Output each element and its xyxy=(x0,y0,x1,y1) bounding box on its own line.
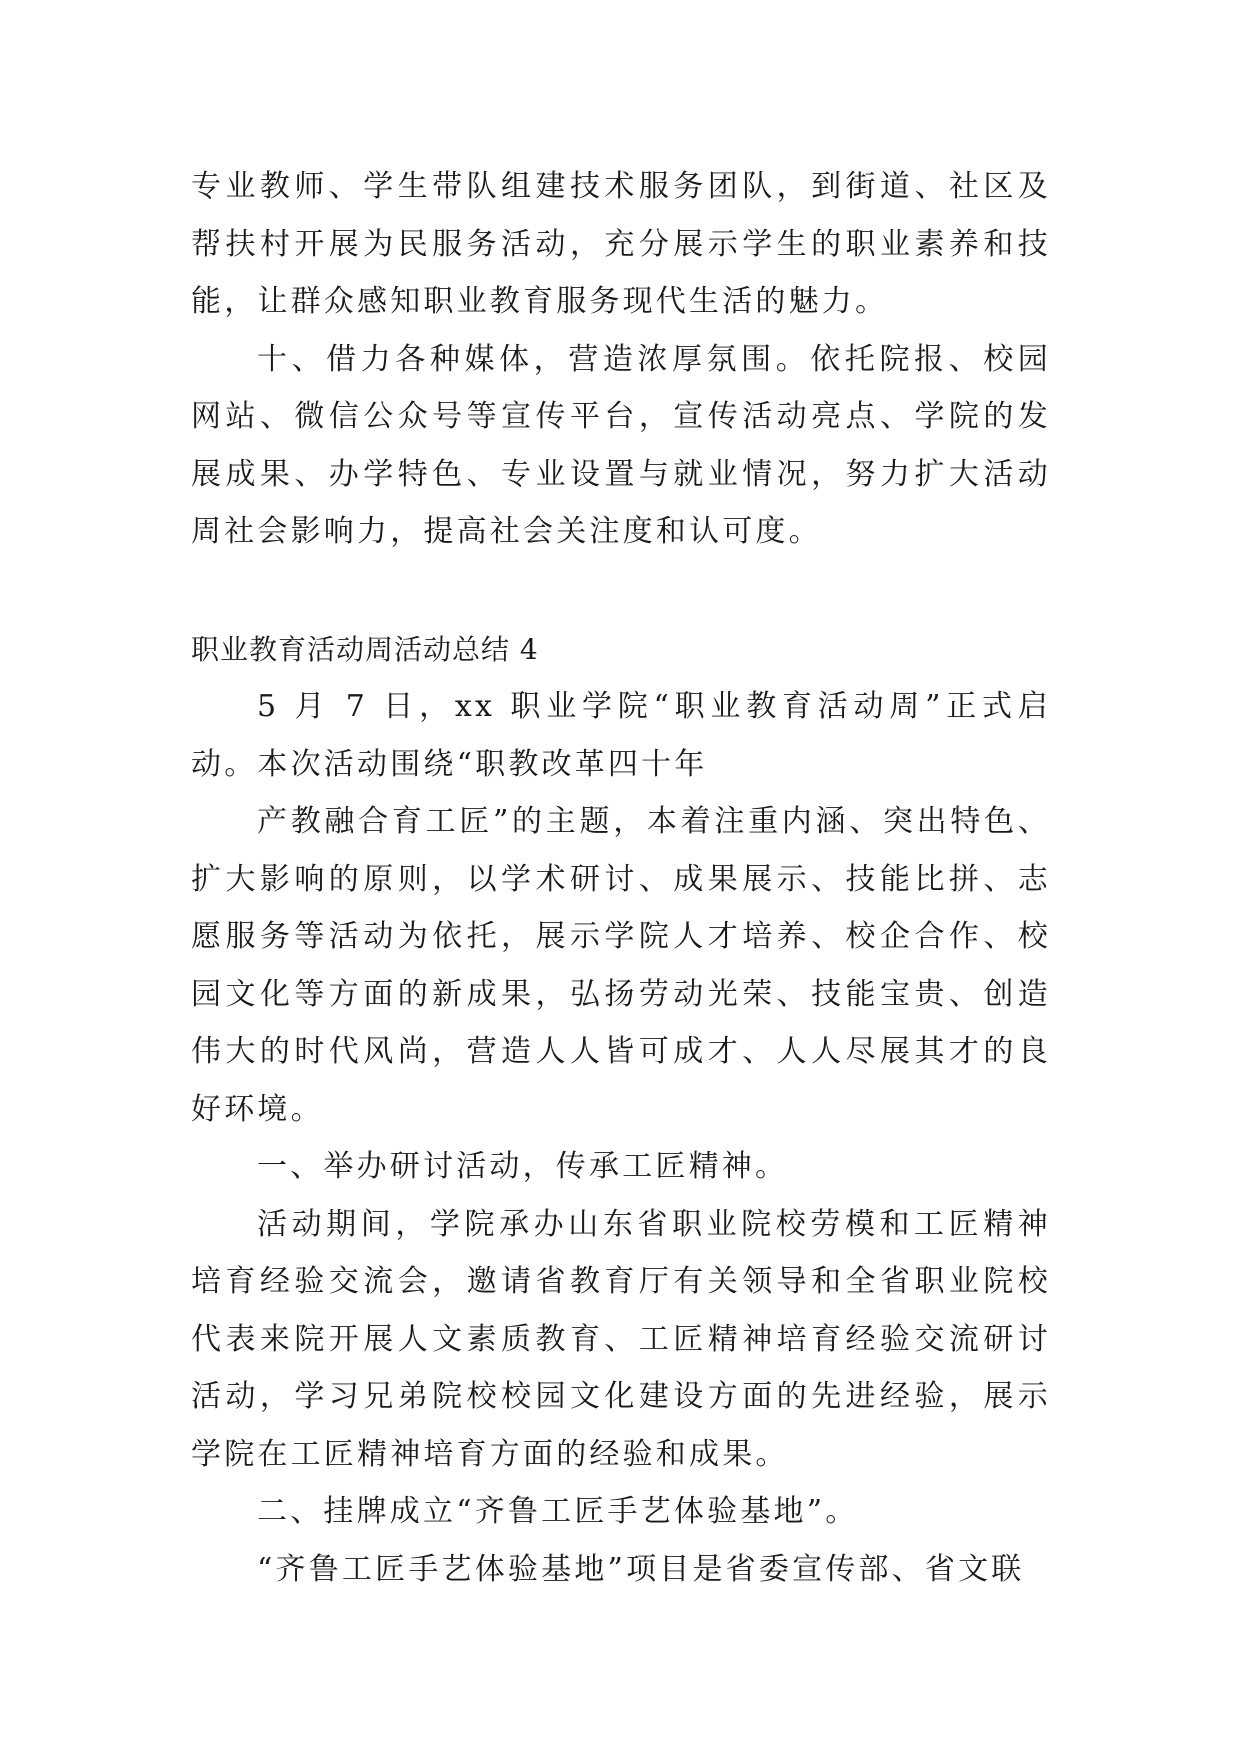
paragraph-8: “齐鲁工匠手艺体验基地”项目是省委宣传部、省文联 xyxy=(257,1551,1025,1587)
paragraph-5: 一、举办研讨活动，传承工匠精神。 xyxy=(257,1149,789,1184)
document-body xyxy=(191,158,1051,1598)
paragraph-6: 活动期间，学院承办山东省职业院校劳模和工匠精神培育经验交流会，邀请省教育厅有关领导和全省职业院校代表来院开展人文素质教育、工匠精神培育经验交流研讨活动，学习兄弟院校校园文化建设方面的先进经验，展示学院在工匠精神培育方面的经验和成果。 xyxy=(191,1206,1051,1472)
paragraph-1: 专业教师、学生带队组建技术服务团队，到街道、社区及帮扶村开展为民服务活动，充分展示学生的职业素养和技能，让群众感知职业教育服务现代生活的魅力。 xyxy=(191,169,1051,319)
paragraph-4: 产教融合育工匠”的主题，本着注重内涵、突出特色、扩大影响的原则，以学术研讨、成果展示、技能比拼、志愿服务等活动为依托，展示学院人才培养、校企合作、校园文化等方面的新成果，弘扬劳动光荣、技能宝贵、创造伟大的时代风尚，营造人人皆可成才、人人尽展其才的良好环境。 xyxy=(191,804,1051,1127)
paragraph-7: 二、挂牌成立“齐鲁工匠手艺体验基地”。 xyxy=(257,1494,859,1529)
paragraph-3: 5 月 7 日，xx 职业学院“职业教育活动周”正式启动。本次活动围绕“职教改革四十年 xyxy=(191,689,1051,782)
section-gap xyxy=(191,561,1051,621)
paragraph-2: 十、借力各种媒体，营造浓厚氛围。依托院报、校园网站、微信公众号等宣传平台，宣传活动亮点、学院的发展成果、办学特色、专业设置与就业情况，努力扩大活动周社会影响力，提高社会关注度和认可度。 xyxy=(191,341,1051,549)
section-title: 职业教育活动周活动总结 4 xyxy=(191,632,539,666)
